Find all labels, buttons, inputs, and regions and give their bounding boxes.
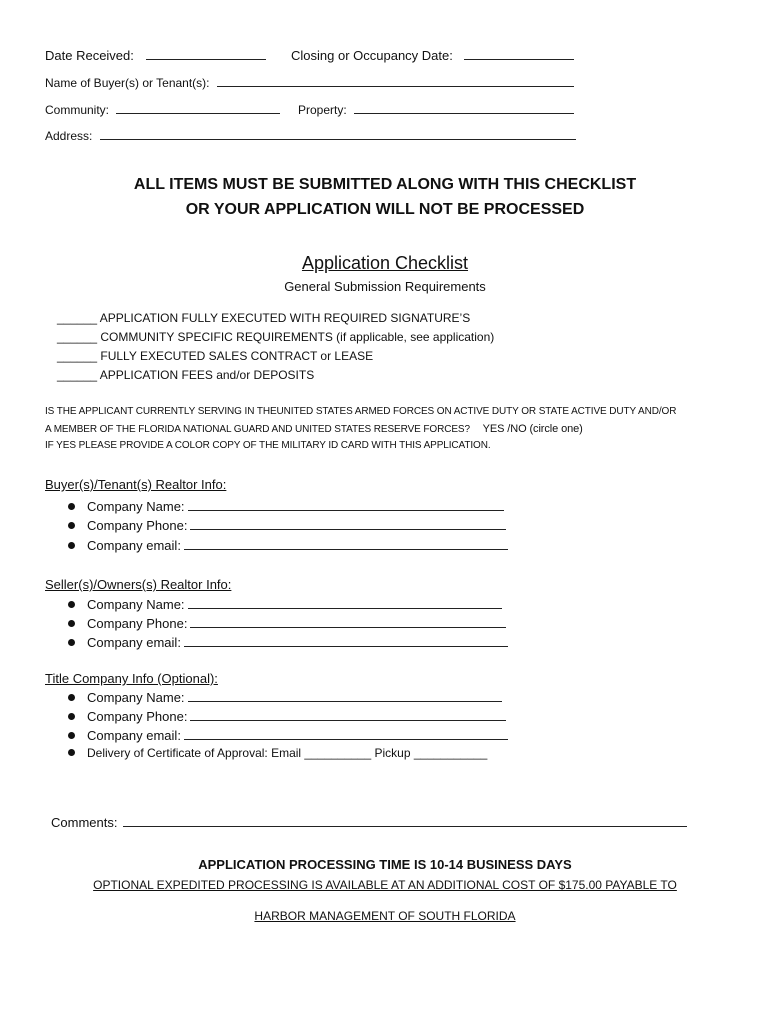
bullet-icon — [68, 522, 75, 529]
seller-company-name-field[interactable] — [68, 597, 502, 612]
seller-company-phone-label: Company Phone: — [87, 616, 188, 631]
seller-company-name-line[interactable] — [188, 608, 502, 609]
date-received-line[interactable] — [146, 59, 266, 60]
title-company-email-label: Company email: — [87, 728, 181, 743]
buyer-company-email-line[interactable] — [184, 549, 508, 550]
expedited-processing-notice: OPTIONAL EXPEDITED PROCESSING IS AVAILABLE AT AN ADDITIONAL COST OF $175.00 PAYABLE TO — [93, 878, 677, 892]
comments-label: Comments: — [51, 815, 118, 830]
buyer-name-label: Name of Buyer(s) or Tenant(s): — [45, 76, 210, 90]
title-company-name-field[interactable] — [68, 690, 502, 705]
buyer-company-phone-field[interactable] — [68, 518, 506, 533]
payee-name: HARBOR MANAGEMENT OF SOUTH FLORIDA — [254, 909, 516, 923]
title-company-phone-line[interactable] — [190, 720, 506, 721]
military-question-line-1: IS THE APPLICANT CURRENTLY SERVING IN THEUNITED STATES ARMED FORCES ON ACTIVE DUTY OR STATE ACTIVE DUTY AND/OR — [45, 406, 677, 417]
title-company-email-line[interactable] — [184, 739, 508, 740]
address-line[interactable] — [100, 139, 576, 140]
date-received-field[interactable] — [45, 48, 266, 63]
seller-company-email-field[interactable] — [68, 635, 508, 650]
buyer-name-field[interactable] — [45, 76, 574, 90]
processing-time-notice: APPLICATION PROCESSING TIME IS 10-14 BUSINESS DAYS — [198, 857, 572, 872]
address-label: Address: — [45, 129, 93, 143]
seller-company-email-line[interactable] — [184, 646, 508, 647]
bullet-icon — [68, 601, 75, 608]
bullet-icon — [68, 713, 75, 720]
buyer-company-phone-label: Company Phone: — [87, 518, 188, 533]
closing-date-line[interactable] — [464, 59, 574, 60]
buyer-company-name-field[interactable] — [68, 499, 504, 514]
title-company-name-label: Company Name: — [87, 690, 185, 705]
bullet-icon — [68, 542, 75, 549]
certificate-delivery-field[interactable] — [68, 746, 487, 760]
warning-line-2: OR YOUR APPLICATION WILL NOT BE PROCESSED — [185, 201, 585, 218]
checklist-subtitle: General Submission Requirements — [284, 279, 486, 294]
certificate-delivery-label[interactable]: Delivery of Certificate of Approval: Email __________ Pickup ___________ — [87, 746, 488, 760]
bullet-icon — [68, 732, 75, 739]
checklist-title: Application Checklist — [301, 253, 469, 273]
title-company-email-field[interactable] — [68, 728, 508, 743]
seller-company-phone-line[interactable] — [190, 627, 506, 628]
buyer-name-line[interactable] — [217, 86, 574, 87]
title-company-phone-field[interactable] — [68, 709, 506, 724]
bullet-icon — [68, 639, 75, 646]
bullet-icon — [68, 694, 75, 701]
warning-line-1: ALL ITEMS MUST BE SUBMITTED ALONG WITH THIS CHECKLIST — [133, 176, 637, 193]
checklist-item[interactable]: ______ APPLICATION FEES and/or DEPOSITS — [57, 368, 315, 382]
seller-company-name-label: Company Name: — [87, 597, 185, 612]
property-line[interactable] — [354, 113, 574, 114]
checklist-item[interactable]: ______ COMMUNITY SPECIFIC REQUIREMENTS (if applicable, see application) — [57, 330, 495, 344]
buyer-company-name-line[interactable] — [188, 510, 504, 511]
bullet-icon — [68, 620, 75, 627]
seller-company-phone-field[interactable] — [68, 616, 506, 631]
seller-company-email-label: Company email: — [87, 635, 181, 650]
property-field[interactable] — [298, 103, 574, 117]
buyer-company-email-field[interactable] — [68, 538, 508, 553]
buyer-company-email-label: Company email: — [87, 538, 181, 553]
title-company-phone-label: Company Phone: — [87, 709, 188, 724]
military-id-instruction: IF YES PLEASE PROVIDE A COLOR COPY OF THE MILITARY ID CARD WITH THIS APPLICATION. — [45, 440, 491, 451]
community-field[interactable] — [45, 103, 280, 117]
seller-realtor-heading: Seller(s)/Owners(s) Realtor Info: — [45, 577, 232, 592]
military-question-line-2 — [45, 423, 583, 435]
comments-line[interactable] — [123, 826, 687, 827]
community-label: Community: — [45, 103, 110, 117]
buyer-company-name-label: Company Name: — [87, 499, 185, 514]
military-question-text: A MEMBER OF THE FLORIDA NATIONAL GUARD AND UNITED STATES RESERVE FORCES? — [45, 424, 470, 435]
title-company-heading: Title Company Info (Optional): — [45, 671, 218, 686]
closing-date-field[interactable] — [291, 48, 574, 63]
property-label: Property: — [298, 103, 347, 117]
yes-no-circle-option[interactable]: YES /NO (circle one) — [482, 423, 583, 435]
title-company-name-line[interactable] — [188, 701, 502, 702]
buyer-company-phone-line[interactable] — [190, 529, 506, 530]
community-line[interactable] — [116, 113, 280, 114]
bullet-icon — [68, 503, 75, 510]
checklist-item[interactable]: ______ APPLICATION FULLY EXECUTED WITH REQUIRED SIGNATURE’S — [57, 311, 471, 325]
comments-field[interactable] — [51, 815, 687, 830]
address-field[interactable] — [45, 129, 576, 143]
bullet-icon — [68, 749, 75, 756]
closing-date-label: Closing or Occupancy Date: — [291, 48, 453, 63]
date-received-label: Date Received: — [45, 48, 134, 63]
checklist-item[interactable]: ______ FULLY EXECUTED SALES CONTRACT or LEASE — [57, 349, 374, 363]
buyer-realtor-heading: Buyer(s)/Tenant(s) Realtor Info: — [45, 477, 227, 492]
